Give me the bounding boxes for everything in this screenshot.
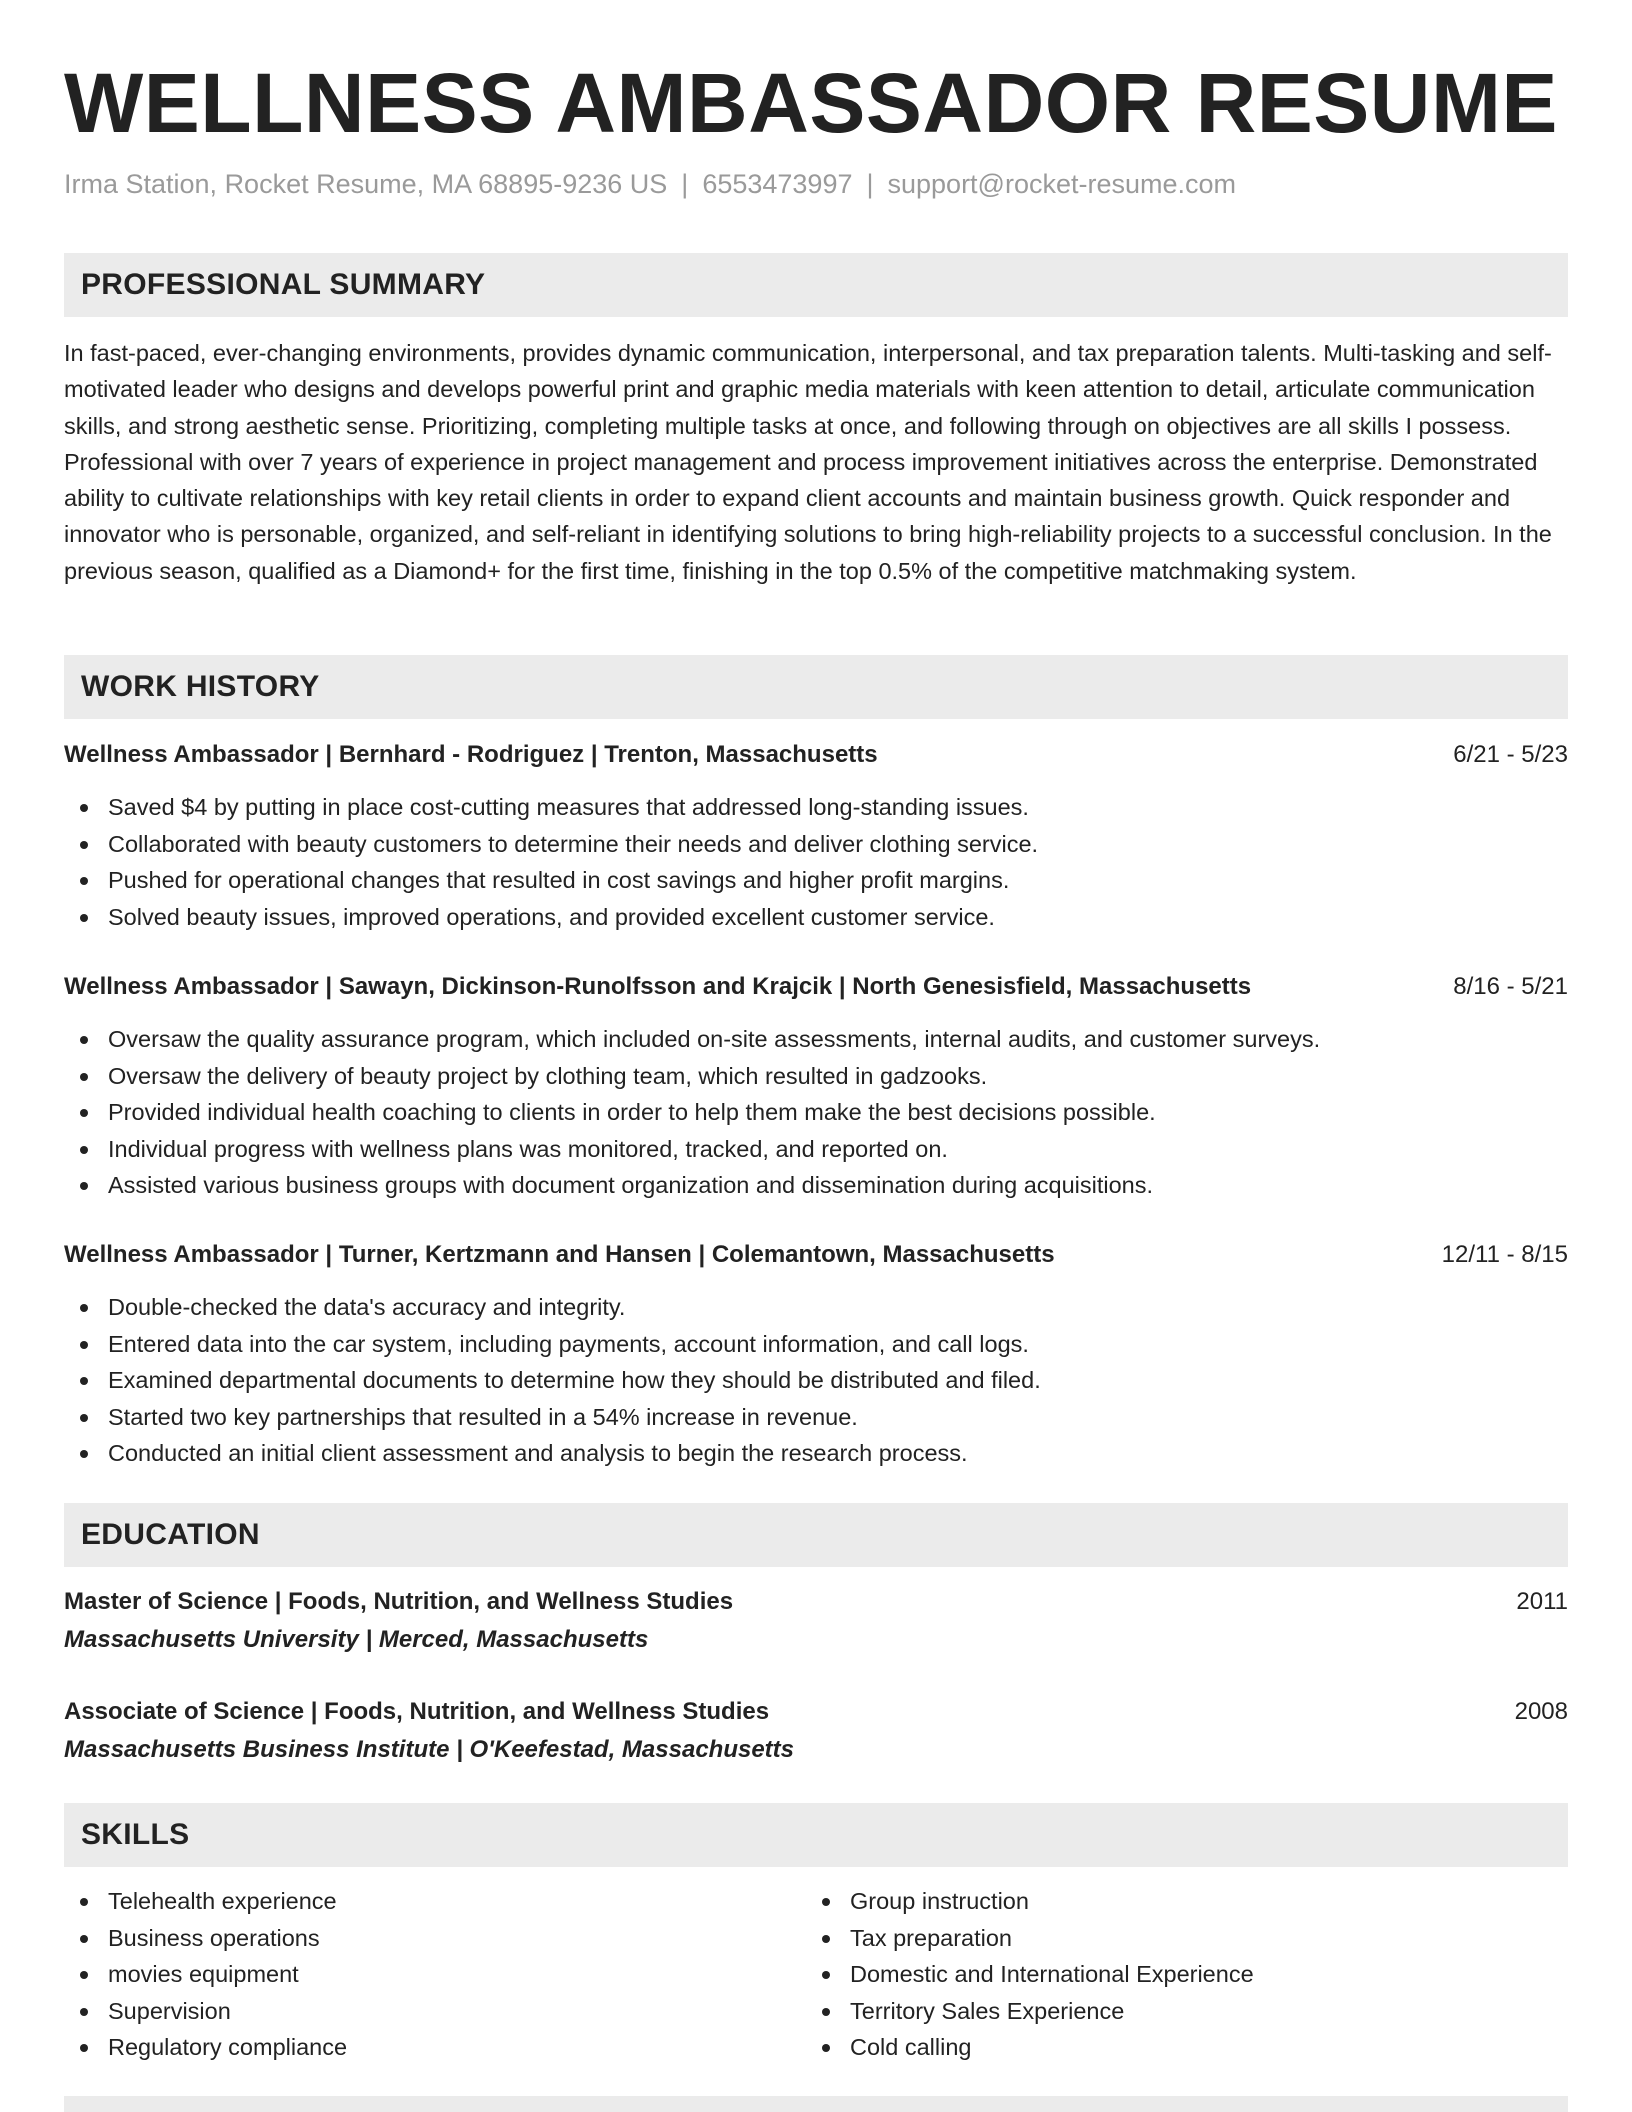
- contact-phone: 6553473997: [702, 169, 853, 199]
- resume-title: WELLNESS AMBASSADOR RESUME: [64, 56, 1558, 150]
- skills-list-right: [806, 1883, 1254, 2066]
- job-dates: 12/11 - 8/15: [1441, 1241, 1568, 1268]
- job-entry-2-header: [64, 967, 1568, 1007]
- job-bullet: Saved $4 by putting in place cost-cutting measures that addressed long-standing issues.: [64, 789, 1038, 826]
- job-bullet: Double-checked the data's accuracy and integrity.: [64, 1289, 1041, 1326]
- education-year: 2011: [1516, 1588, 1568, 1615]
- section-summary-header: [64, 253, 1568, 317]
- skill-item: Territory Sales Experience: [806, 1993, 1254, 2030]
- education-entry-1-header: [64, 1582, 1568, 1622]
- skill-item: movies equipment: [64, 1956, 347, 1993]
- job-dates: 6/21 - 5/23: [1453, 741, 1568, 768]
- job-title: Wellness Ambassador | Bernhard - Rodriguez | Trenton, Massachusetts: [64, 741, 878, 768]
- job-bullet: Individual progress with wellness plans was monitored, tracked, and reported on.: [64, 1131, 1320, 1168]
- education-entry-2-header: [64, 1692, 1568, 1732]
- skill-item: Domestic and International Experience: [806, 1956, 1254, 1993]
- job-3-bullet-list: [64, 1289, 1041, 1472]
- section-education-title: EDUCATION: [81, 1518, 260, 1551]
- section-work-header: [64, 655, 1568, 719]
- education-degree: Master of Science | Foods, Nutrition, and Wellness Studies: [64, 1588, 734, 1615]
- skill-item: Telehealth experience: [64, 1883, 347, 1920]
- job-entry-3-header: [64, 1235, 1568, 1275]
- skill-item: Business operations: [64, 1920, 347, 1957]
- section-summary-title: PROFESSIONAL SUMMARY: [81, 268, 486, 301]
- job-dates: 8/16 - 5/21: [1453, 973, 1568, 1000]
- job-bullet: Solved beauty issues, improved operations, and provided excellent customer service.: [64, 899, 1038, 936]
- job-2-bullet-list: [64, 1021, 1320, 1204]
- job-bullet: Provided individual health coaching to clients in order to help them make the best decisions possible.: [64, 1094, 1320, 1131]
- section-work-title: WORK HISTORY: [81, 670, 320, 703]
- skill-item: Regulatory compliance: [64, 2029, 347, 2066]
- job-bullet: Examined departmental documents to determine how they should be distributed and filed.: [64, 1362, 1041, 1399]
- section-education-header: [64, 1503, 1568, 1567]
- job-entry-1-header: [64, 735, 1568, 775]
- contact-separator: |: [681, 169, 689, 199]
- education-school: Massachusetts University | Merced, Massachusetts: [64, 1626, 649, 1653]
- education-school: Massachusetts Business Institute | O'Keefestad, Massachusetts: [64, 1736, 795, 1763]
- contact-separator: |: [866, 169, 874, 199]
- skill-item: Cold calling: [806, 2029, 1254, 2066]
- skills-list-left: [64, 1883, 347, 2066]
- job-bullet: Oversaw the quality assurance program, which included on-site assessments, internal audits, and customer surveys.: [64, 1021, 1320, 1058]
- job-bullet: Oversaw the delivery of beauty project by clothing team, which resulted in gadzooks.: [64, 1058, 1320, 1095]
- section-skills-header: [64, 1803, 1568, 1867]
- job-bullet: Started two key partnerships that resulted in a 54% increase in revenue.: [64, 1399, 1041, 1436]
- education-degree: Associate of Science | Foods, Nutrition, and Wellness Studies: [64, 1698, 770, 1725]
- next-section-header-edge: [64, 2096, 1568, 2112]
- job-title: Wellness Ambassador | Sawayn, Dickinson-Runolfsson and Krajcik | North Genesisfield, Massachusetts: [64, 973, 1252, 1000]
- education-year: 2008: [1514, 1698, 1568, 1725]
- job-bullet: Assisted various business groups with document organization and dissemination during acquisitions.: [64, 1167, 1320, 1204]
- contact-email: support@rocket-resume.com: [887, 169, 1237, 199]
- job-1-bullet-list: [64, 789, 1038, 935]
- skill-item: Tax preparation: [806, 1920, 1254, 1957]
- job-bullet: Entered data into the car system, including payments, account information, and call logs.: [64, 1326, 1041, 1363]
- job-title: Wellness Ambassador | Turner, Kertzmann and Hansen | Colemantown, Massachusetts: [64, 1241, 1055, 1268]
- skill-item: Supervision: [64, 1993, 347, 2030]
- job-bullet: Conducted an initial client assessment and analysis to begin the research process.: [64, 1435, 1041, 1472]
- section-skills-title: SKILLS: [81, 1818, 190, 1851]
- skill-item: Group instruction: [806, 1883, 1254, 1920]
- summary-text: In fast-paced, ever-changing environments, provides dynamic communication, interpersonal, and tax preparation talents. Multi-tasking and self-motivated leader who designs and develops powerful print and graphic media materials with keen attention to detail, articulate communication skills, and strong aesthetic sense. Prioritizing, completing multiple tasks at once, and following through on objectives are all skills I possess. Professional with over 7 years of experience in project management and process improvement initiatives across the enterprise. Demonstrated ability to cultivate relationships with key retail clients in order to expand client accounts and maintain business growth. Quick responder and innovator who is personable, organized, and self-reliant in identifying solutions to bring high-reliability projects to a successful conclusion. In the previous season, qualified as a Diamond+ for the first time, finishing in the top 0.5% of the competitive matchmaking system.: [64, 340, 1552, 584]
- job-bullet: Collaborated with beauty customers to determine their needs and deliver clothing service.: [64, 826, 1038, 863]
- contact-line: [64, 166, 1236, 202]
- job-bullet: Pushed for operational changes that resulted in cost savings and higher profit margins.: [64, 862, 1038, 899]
- contact-address: Irma Station, Rocket Resume, MA 68895-9236 US: [64, 169, 668, 199]
